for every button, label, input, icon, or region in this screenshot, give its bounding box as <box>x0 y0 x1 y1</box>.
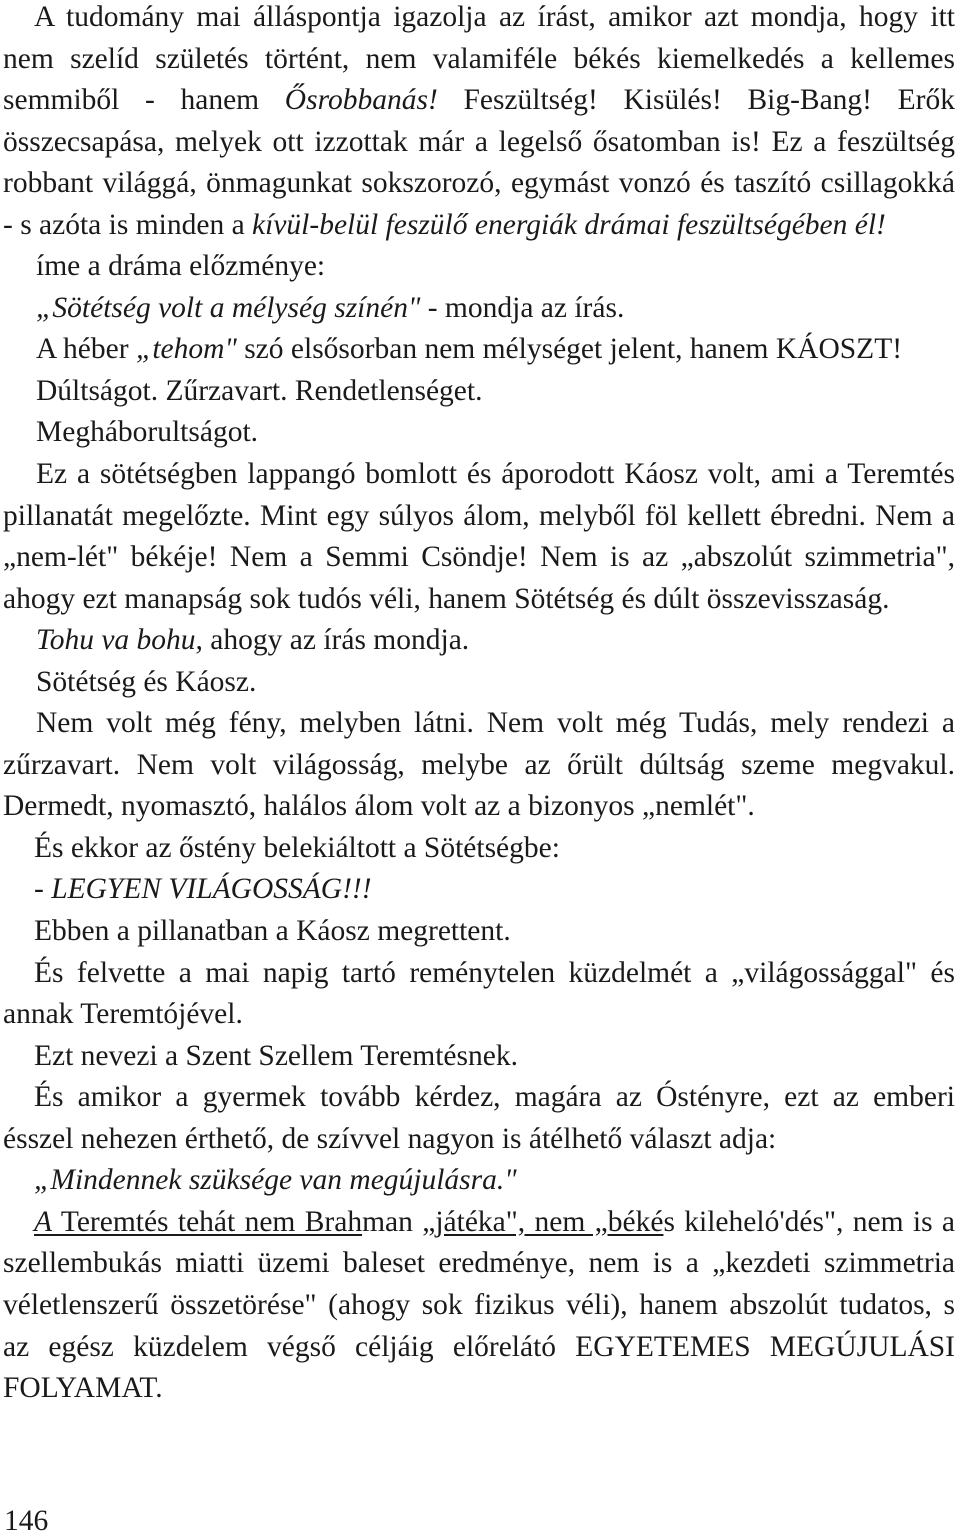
text-fragment: Nem volt még fény, melyben látni. Nem volt még Tudás, mely rendezi a <box>36 707 955 740</box>
text-fragment: „nem-lét" békéje! Nem a Semmi Csöndje! Nem is az „abszolút szimmetria", <box>3 541 955 574</box>
text-fragment: annak Teremtójével. <box>3 998 243 1031</box>
text-line <box>3 205 955 247</box>
text-line <box>3 329 955 371</box>
italic-text: LEGYEN VILÁGOSSÁG!!! <box>51 873 372 906</box>
text-line <box>3 745 955 787</box>
page-body-text <box>3 0 955 1410</box>
text-line <box>3 994 955 1036</box>
italic-text: „tehom" <box>135 333 237 366</box>
text-fragment: man <box>362 1205 423 1238</box>
text-fragment: FOLYAMAT. <box>3 1372 163 1405</box>
text-fragment: íme a dráma előzménye: <box>36 250 326 283</box>
text-line <box>3 1202 955 1244</box>
text-fragment: robbant világgá, önmagunkat sokszorozó, egymást vonzó és taszító csillagokká <box>3 167 955 200</box>
text-line <box>3 537 955 579</box>
text-fragment: zűrzavart. Nem volt világosság, melybe az őrült dúltság szeme megvakul. <box>3 748 955 781</box>
text-line <box>3 246 955 288</box>
text-fragment: És amikor a gyermek tovább kérdez, magára az Óstényre, ezt az emberi <box>34 1081 955 1114</box>
italic-text: „Mindennek szüksége van megújulásra." <box>34 1164 517 1197</box>
text-fragment: Ezt nevezi a Szent Szellem Teremtésnek. <box>34 1039 518 1072</box>
text-fragment: A héber <box>36 333 136 366</box>
text-line <box>3 1077 955 1119</box>
text-line <box>3 869 955 911</box>
text-line <box>3 1160 955 1202</box>
text-line <box>3 828 955 870</box>
text-fragment: És ekkor az őstény belekiáltott a Sötétségbe: <box>34 831 560 864</box>
text-line <box>3 662 955 704</box>
text-line <box>3 496 955 538</box>
underlined-text: „játéka", nem „béké <box>422 1205 664 1238</box>
italic-text: Tohu va bohu, <box>36 624 203 657</box>
text-fragment: pillanatát megelőzte. Mint egy súlyos álom, melyből föl kellett ébredni. Nem a <box>3 499 955 532</box>
text-fragment: összecsapása, melyek ott izzottak már a legelső ősatomban is! Ez a feszültség <box>3 125 955 158</box>
text-fragment: szó elsősorban nem mélységet jelent, hanem KÁOSZT! <box>236 333 903 366</box>
text-line <box>3 0 955 39</box>
text-line <box>3 620 955 662</box>
text-line <box>3 454 955 496</box>
text-fragment: Megháborultságot. <box>36 416 259 449</box>
underlined-italic-text: A <box>34 1205 53 1238</box>
text-line <box>3 703 955 745</box>
text-fragment: Dúltságot. Zűrzavart. Rendetlenséget. <box>36 374 483 407</box>
text-fragment: És felvette a mai napig tartó reménytelen küzdelmét a „világossággal" és <box>34 956 955 989</box>
text-fragment: - <box>34 873 52 906</box>
text-line <box>3 1327 955 1369</box>
text-fragment: A tudomány mai álláspontja igazolja az írást, amikor azt mondja, hogy itt <box>34 1 955 33</box>
text-line <box>3 39 955 81</box>
text-fragment: Sötétség és Káosz. <box>36 665 257 698</box>
text-line <box>3 371 955 413</box>
italic-text: kívül-belül feszülő energiák drámai feszültségében él! <box>252 208 886 241</box>
text-fragment: ahogy ezt manapság sok tudós véli, hanem Sötétség és dúlt összevisszaság. <box>3 582 890 615</box>
text-fragment: ésszel nehezen érthető, de szívvel nagyon is átélhető választ adja: <box>3 1122 777 1155</box>
text-fragment: - s azóta is minden a <box>3 208 253 241</box>
text-fragment: szellembukás miatti üzemi baleset eredménye, nem is a „kezdeti szimmetria <box>3 1247 955 1280</box>
text-fragment: az egész küzdelem végső céljáig előrelátó EGYETEMES MEGÚJULÁSI <box>3 1330 955 1363</box>
text-line <box>3 1119 955 1161</box>
text-line <box>3 579 955 621</box>
text-fragment: ahogy az írás mondja. <box>202 624 470 657</box>
italic-text: Ősrobbanás! <box>284 84 438 117</box>
text-fragment: véletlenszerű összetörése" (ahogy sok fizikus véli), hanem abszolút tudatos, s <box>3 1288 955 1321</box>
text-line <box>3 1243 955 1285</box>
text-fragment: Dermedt, nyomasztó, halálos álom volt az a bizonyos „nemlét". <box>3 790 755 823</box>
text-line <box>3 786 955 828</box>
text-line <box>3 122 955 164</box>
text-line <box>3 80 955 122</box>
text-fragment: Feszültség! Kisülés! Big-Bang! Erők <box>437 84 955 117</box>
italic-text: „Sötétség volt a mélység színén" <box>36 291 421 324</box>
text-line <box>3 288 955 330</box>
text-fragment: s kileheló'dés", nem is a <box>663 1205 955 1238</box>
text-line <box>3 1036 955 1078</box>
text-line <box>3 1368 955 1410</box>
page-number: 146 <box>4 1505 49 1535</box>
text-line <box>3 412 955 454</box>
text-line <box>3 911 955 953</box>
text-line <box>3 163 955 205</box>
text-fragment: - mondja az írás. <box>420 291 625 324</box>
text-fragment: semmiből - hanem <box>3 84 285 117</box>
text-fragment: Ez a sötétségben lappangó bomlott és áporodott Káosz volt, ami a Teremtés <box>36 458 955 491</box>
text-line <box>3 1285 955 1327</box>
text-fragment: nem szelíd születés történt, nem valamiféle békés kiemelkedés a kellemes <box>3 42 955 75</box>
text-line <box>3 953 955 995</box>
text-fragment: Ebben a pillanatban a Káosz megrettent. <box>34 915 511 948</box>
underlined-text: Teremtés tehát nem Brah <box>52 1205 363 1238</box>
